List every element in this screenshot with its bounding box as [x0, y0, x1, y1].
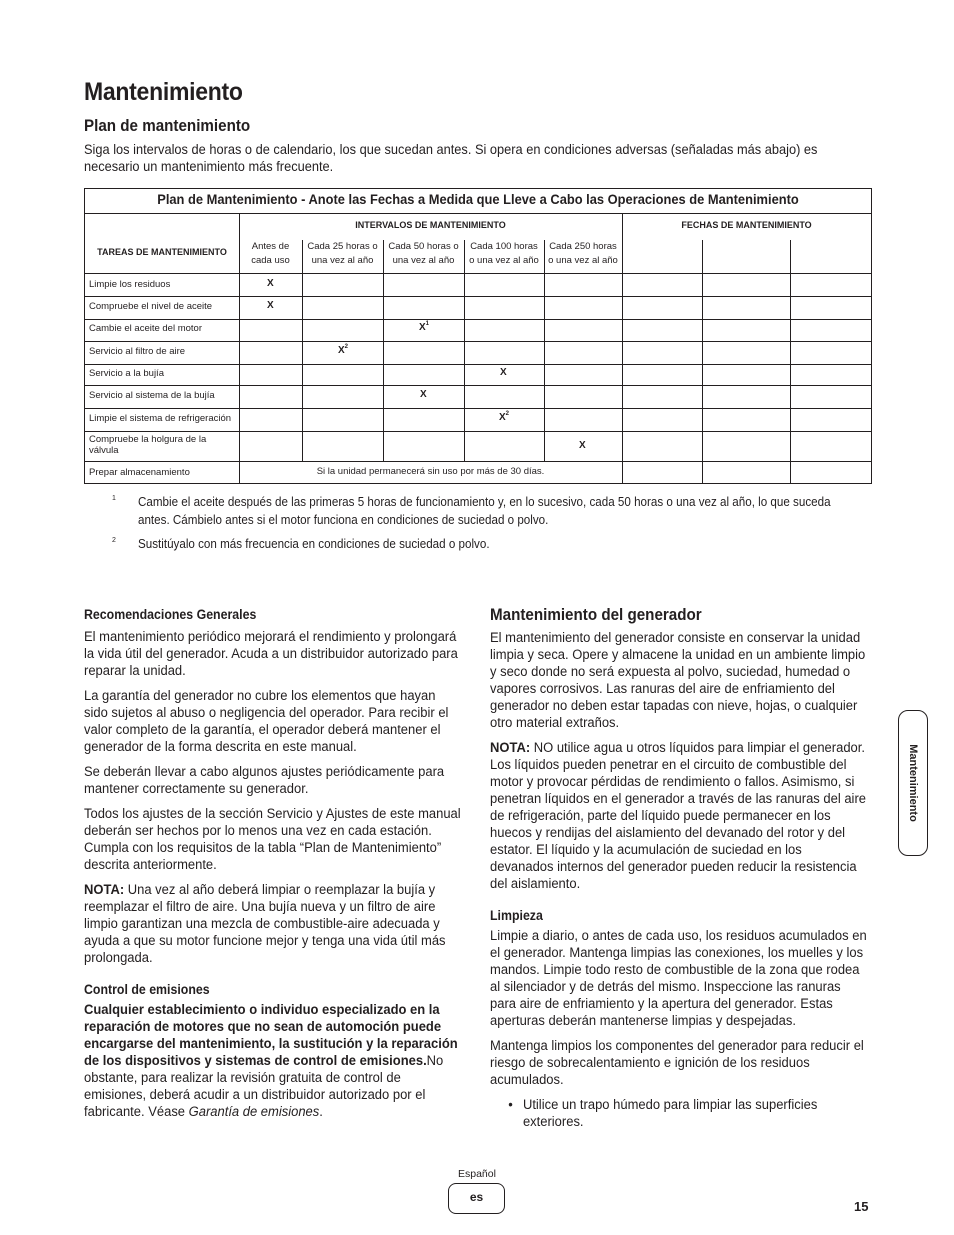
table-row-mark: X [579, 440, 586, 451]
note-paragraph: NOTA: Una vez al año deberá limpiar o reemplazar la bujía y reemplazar el filtro de aire. Una bujía nueva y un filtro de aire limpio garantizan una mezcla de combustible-aire adecuada y ayuda a que su motor funcione mejor y tenga una vida útil más prolongada. [84, 882, 446, 966]
page-number: 15 [854, 1199, 869, 1214]
paragraph: El mantenimiento periódico mejorará el rendimiento y prolongará la vida útil del generador. Acuda a un distribuidor autorizado para reparar la unidad. [84, 629, 458, 679]
left-column [84, 606, 463, 1129]
rec-title: Recomendaciones Generales [84, 607, 257, 622]
table-row-mark: $X^1$ [419, 321, 430, 333]
paragraph: Todos los ajustes de la sección Servicio y Ajustes de este manual deberán ser hechos por lo menos una vez en cada estación. Cumpla con los requisitos de la tabla “Plan de Mantenimiento” descrita anteriormente. [84, 806, 461, 873]
paragraph: El mantenimiento del generador consiste en conservar la unidad limpia y seca. Opere y almacene la unidad en un ambiente limpio y seco donde no será expuesta al polvo, suciedad, humedad o vapores corrosivos. Las ranuras del aire de enfriamiento del generador no deben estar tapadas con nieve, hojas, o cualquier otro material extraños. [490, 630, 866, 731]
section-tab: Mantenimiento [898, 710, 928, 856]
table-row-task: Compruebe el nivel de aceite [89, 301, 213, 312]
dates-header: FECHAS DE MANTENIMIENTO [681, 220, 812, 230]
table-title: Plan de Mantenimiento - Anote las Fechas a Medida que Lleve a Cabo las Operaciones de Mantenimiento [157, 191, 799, 207]
note-paragraph: NOTA: NO utilice agua u otros líquidos para limpiar el generador. Los líquidos pueden penetrar en el circuito de combustible del motor y provocar pérdidas de rendimiento o fallos. Asimismo, si penetran líquidos en el generador a través de las ranuras del aire de refrigeración, parte del líquido puede permanecer en los huecos y rendijas del aislamiento del devanado del rotor y del estator. El líquido y la acumulación de suciedad en los devanados internos del generador pueden reducir la resistencia del aislamiento. [490, 740, 866, 892]
paragraph: Limpie a diario, o antes de cada uso, los residuos acumulados en el generador. Mantenga limpias las conexiones, los muelles y los mandos. Limpie todo resto de combustible de la zona que rodea al silenciador y de detrás del mismo. Inspeccione las ranuras para aire de enfriamiento y la apertura del generador. Estas aperturas deberán mantenerse limpias y despejadas. [490, 928, 867, 1029]
table-row-mark: X [500, 367, 507, 378]
table-row-task: Servicio al sistema de la bujía [89, 390, 215, 401]
intervals-header: INTERVALOS DE MANTENIMIENTO [355, 220, 506, 230]
footnote: Cambie el aceite después de las primeras 5 horas de funcionamiento y, en lo sucesivo, cada 50 horas o una vez al año, lo que suceda antes. Cámbielo antes si el motor funciona en condiciones de suciedad o polvo. [138, 495, 831, 527]
table-row-mark: X [267, 278, 274, 289]
col-header: Cada 50 horas o una vez al año [388, 241, 459, 266]
emissions-title: Control de emisiones [84, 982, 210, 997]
bullet-item: • Utilice un trapo húmedo para limpiar las superficies exteriores. [508, 1097, 818, 1130]
page-title: Mantenimiento [84, 78, 243, 106]
col-header: Antes de cada uso [251, 241, 290, 266]
table-row-task: Cambie el aceite del motor [89, 323, 202, 334]
generator-title: Mantenimiento del generador [490, 606, 702, 624]
emissions-paragraph: Cualquier establecimiento o individuo especializado en la reparación de motores que no sean de automoción puede encargarse del mantenimiento, la sustitución y la reparación de los dispositivos y sistemas de control de emisiones.No obstante, para realizar la revisión gratuita de control de emisiones, deberá acudir a un distribuidor autorizado por el fabricante. Véase Garantía de emisiones. [84, 1002, 458, 1120]
table-row-mark: $X^2$ [338, 344, 349, 356]
table-row-mark: X [420, 389, 427, 400]
col-header: Cada 100 horas o una vez al año [469, 241, 539, 266]
maintenance-table [84, 188, 872, 484]
footnote-number: 2 [112, 537, 116, 544]
table-row-task: Limpie el sistema de refrigeración [89, 413, 232, 424]
paragraph: La garantía del generador no cubre los elementos que hayan sido sujetos al abuso o negligencia del operador. Para recibir el valor completo de la garantía, el operador deberá mantener el generador de la forma descrita en este manual. [84, 688, 449, 755]
cleaning-title: Limpieza [490, 908, 543, 923]
table-row-task: Servicio a la bujía [89, 368, 164, 379]
language-code-badge: es [448, 1183, 505, 1214]
storage-note: Si la unidad permanecerá sin uso por más de 30 días. [316, 466, 545, 477]
tasks-header: TAREAS DE MANTENIMIENTO [97, 247, 227, 257]
intro-text: Siga los intervalos de horas o de calendario, los que sucedan antes. Si opera en condiciones adversas (señaladas más abajo) es necesario un mantenimiento más frecuente. [84, 141, 818, 174]
table-row-mark: X [267, 300, 274, 311]
paragraph: Se deberán llevar a cabo algunos ajustes periódicamente para mantener correctamente su generador. [84, 764, 445, 797]
section-title: Plan de mantenimiento [84, 117, 251, 135]
footnote-number: 1 [112, 495, 116, 502]
paragraph: Mantenga limpios los componentes del generador para reducir el riesgo de sobrecalentamiento e ignición de los residuos acumulados. [490, 1038, 864, 1088]
footnote: Sustitúyalo con más frecuencia en condiciones de suciedad o polvo. [138, 537, 490, 551]
table-row-mark: $X^2$ [499, 411, 510, 423]
table-row-task: Limpie los residuos [89, 279, 171, 290]
table-row-task: Prepar almacenamiento [89, 467, 190, 478]
col-header: Cada 250 horas o una vez al año [548, 241, 618, 266]
table-row-task: Servicio al filtro de aire [89, 346, 186, 357]
col-header: Cada 25 horas o una vez al año [307, 241, 378, 266]
right-column [490, 630, 869, 1131]
table-row-task: Compruebe la holgura de la válvula [89, 434, 207, 456]
language-label: Español [458, 1168, 496, 1180]
